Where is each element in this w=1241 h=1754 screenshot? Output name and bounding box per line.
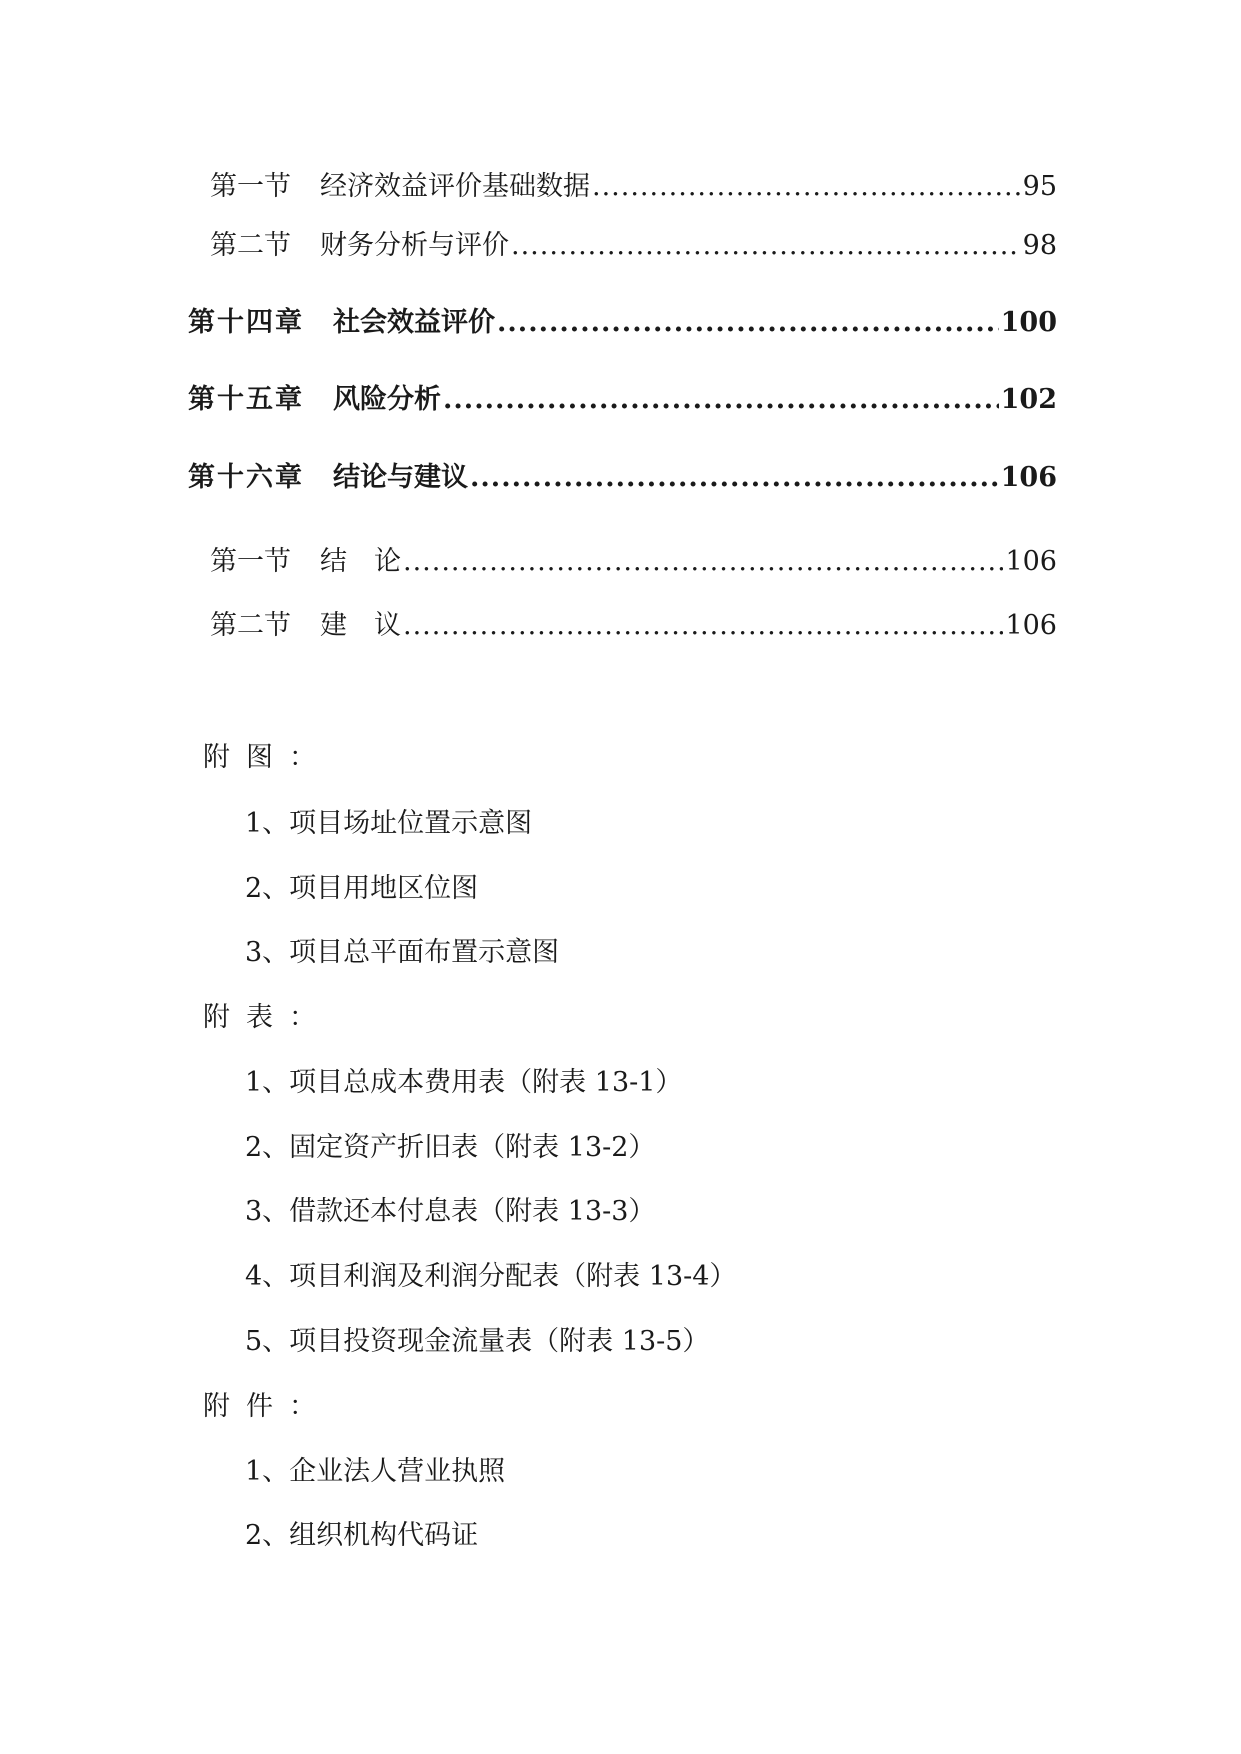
appendix-table-item: 5、项目投资现金流量表（附表 13-5） <box>245 1326 710 1357</box>
toc-chapter-entry[interactable] <box>188 455 1057 494</box>
toc-entry-number: 第一节 <box>210 546 291 577</box>
appendix-figures-heading: 附图： <box>203 742 332 773</box>
toc-chapter-page: 102 <box>1000 384 1057 415</box>
toc-chapter-number: 第十五章 <box>188 384 304 415</box>
appendix-figure-item: 3、项目总平面布置示意图 <box>245 937 560 968</box>
toc-chapter-number: 第十六章 <box>188 462 304 493</box>
toc-dot-leader <box>470 462 999 493</box>
appendix-tables-heading: 附表： <box>203 1002 332 1033</box>
appendix-table-item: 3、借款还本付息表（附表 13-3） <box>245 1196 656 1227</box>
appendix-table-item: 4、项目利润及利润分配表（附表 13-4） <box>245 1261 737 1292</box>
toc-chapter-page: 100 <box>1000 307 1057 338</box>
toc-entry-title: 经济效益评价基础数据 <box>320 171 590 202</box>
toc-entry-page: 98 <box>1022 230 1057 261</box>
toc-entry-title: 财务分析与评价 <box>320 230 509 261</box>
toc-entry-number: 第二节 <box>210 610 291 641</box>
toc-chapter-entry[interactable] <box>188 300 1057 339</box>
toc-entry-number: 第一节 <box>210 171 291 202</box>
toc-entry-page: 106 <box>1005 610 1057 641</box>
appendix-figure-item: 1、项目场址位置示意图 <box>245 808 533 839</box>
toc-chapter-entry[interactable] <box>188 377 1057 416</box>
toc-chapter-title: 社会效益评价 <box>333 307 495 338</box>
appendix-table-item: 1、项目总成本费用表（附表 13-1） <box>245 1067 683 1098</box>
toc-dot-leader <box>592 171 1021 202</box>
toc-chapter-title: 结论与建议 <box>333 462 468 493</box>
toc-chapter-number: 第十四章 <box>188 307 304 338</box>
toc-dot-leader <box>497 307 999 338</box>
appendix-table-item: 2、固定资产折旧表（附表 13-2） <box>245 1132 656 1163</box>
toc-entry-page: 95 <box>1022 171 1057 202</box>
toc-chapter-page: 106 <box>1000 462 1057 493</box>
toc-dot-leader <box>443 384 999 415</box>
appendix-figure-item: 2、项目用地区位图 <box>245 873 479 904</box>
toc-entry-title: 建 议 <box>320 610 401 641</box>
toc-entry[interactable] <box>210 223 1057 262</box>
toc-entry-title: 结 论 <box>320 546 401 577</box>
toc-chapter-title: 风险分析 <box>333 384 441 415</box>
toc-entry[interactable] <box>210 539 1057 578</box>
toc-entry-number: 第二节 <box>210 230 291 261</box>
toc-dot-leader <box>403 610 1003 641</box>
appendix-document-item: 2、组织机构代码证 <box>245 1520 479 1551</box>
appendix-document-item: 1、企业法人营业执照 <box>245 1456 506 1487</box>
toc-dot-leader <box>511 230 1021 261</box>
toc-entry[interactable] <box>210 164 1057 203</box>
toc-entry[interactable] <box>210 603 1057 642</box>
toc-entry-page: 106 <box>1005 546 1057 577</box>
toc-dot-leader <box>403 546 1003 577</box>
appendix-documents-heading: 附件： <box>203 1391 332 1422</box>
